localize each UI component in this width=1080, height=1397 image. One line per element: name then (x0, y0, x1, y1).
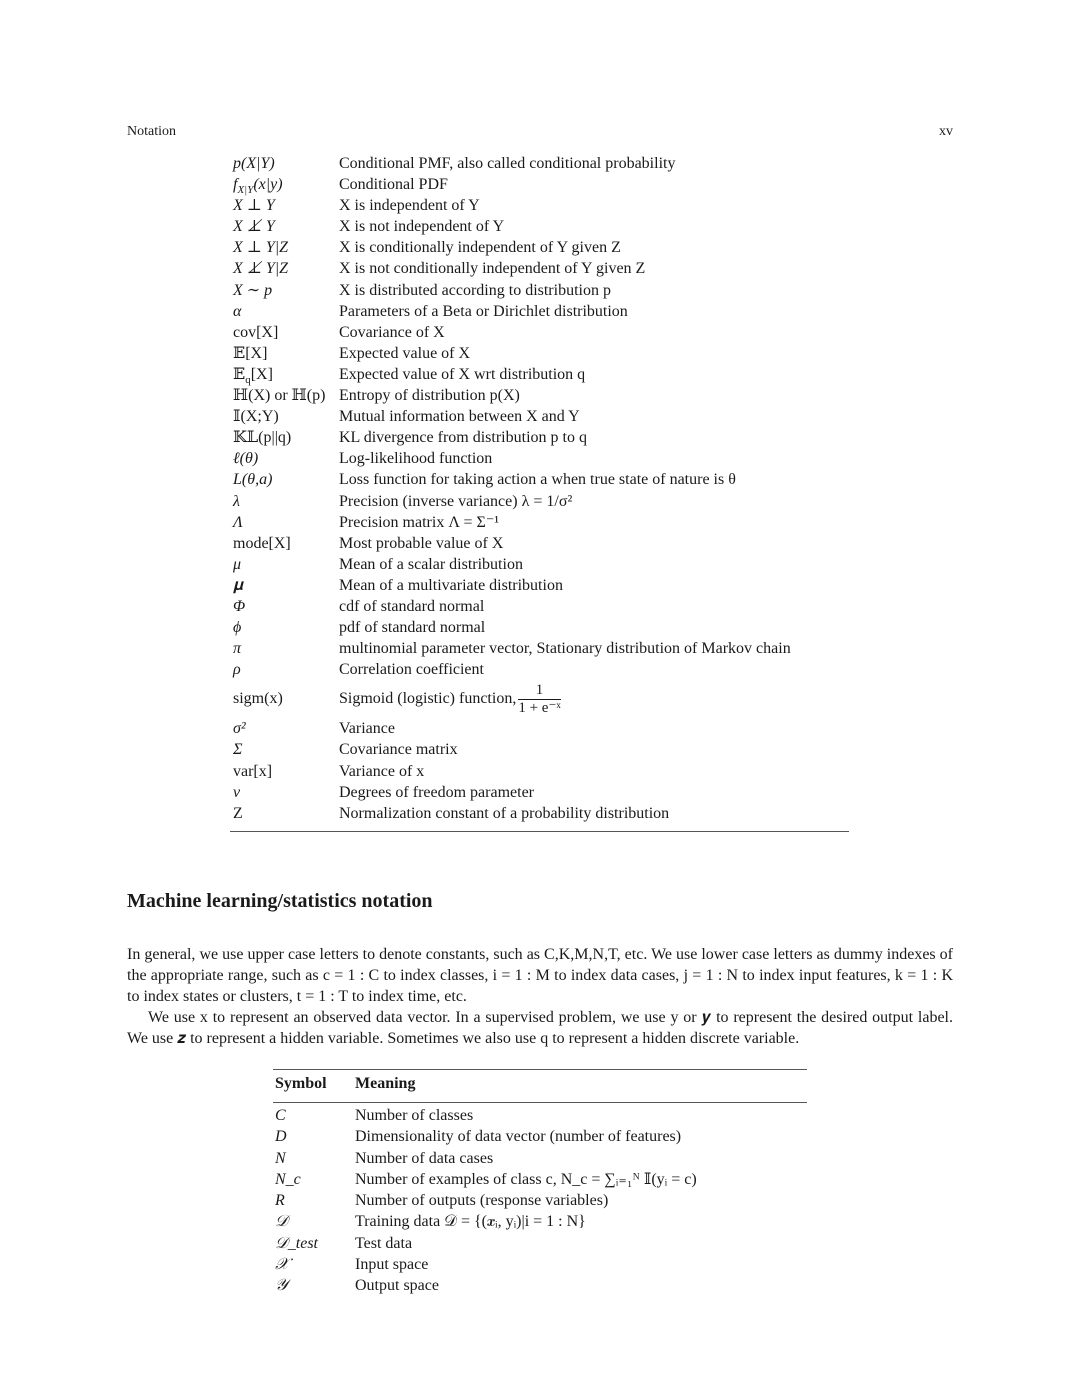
ml-symbol: 𝒴 (275, 1277, 288, 1295)
notation-row (233, 469, 849, 490)
notation-row (233, 427, 849, 448)
page-number: xv (939, 124, 953, 139)
notation-row (233, 491, 849, 512)
notation-meaning: X is not conditionally independent of Y given Z (339, 260, 646, 278)
ml-table-row (273, 1254, 807, 1275)
notation-row (233, 638, 849, 659)
notation-meaning: Covariance of X (339, 323, 445, 341)
notation-meaning: Expected value of X (339, 344, 471, 362)
notation-row (233, 258, 849, 279)
notation-row (233, 617, 849, 638)
notation-symbol: 𝕂𝕃(p||q) (233, 429, 292, 447)
ml-meaning: Output space (355, 1277, 439, 1295)
ml-table-row (273, 1105, 807, 1126)
ml-table-header-rule (273, 1102, 807, 1103)
notation-symbol: Σ (233, 741, 243, 759)
notation-symbol: λ (233, 492, 240, 510)
ml-table-top-rule (273, 1069, 807, 1070)
notation-row (233, 680, 849, 718)
notation-meaning: Sigmoid (logistic) function, $\frac{1}{\text{1 + e⁻ˣ}}$ (339, 682, 561, 717)
notation-meaning: X is not independent of Y (339, 218, 505, 236)
notation-symbol: L(θ,a) (233, 471, 273, 489)
notation-meaning: Variance (339, 720, 395, 738)
notation-meaning: X is independent of Y (339, 197, 480, 215)
notation-symbol: sigm(x) (233, 690, 283, 708)
ml-table-header (273, 1073, 807, 1094)
section-title: Machine learning/statistics notation (127, 890, 433, 912)
notation-row (233, 364, 849, 385)
notation-row (233, 216, 849, 237)
fraction-numerator: 1 (518, 682, 560, 700)
notation-row (233, 322, 849, 343)
notation-symbol: Λ (233, 513, 243, 531)
ml-meaning: Training data 𝒟 = {(𝒙ᵢ, yᵢ)|i = 1 : N} (355, 1213, 586, 1231)
notation-meaning: cdf of standard normal (339, 597, 485, 615)
notation-row (233, 343, 849, 364)
notation-symbol: mode[X] (233, 534, 291, 552)
notation-symbol: Z (233, 804, 243, 822)
notation-row (233, 554, 849, 575)
ml-table-row (273, 1275, 807, 1296)
notation-row (233, 301, 849, 322)
notation-symbol: X ∼ p (233, 281, 273, 299)
notation-meaning: Normalization constant of a probability distribution (339, 804, 670, 822)
header-symbol: Symbol (275, 1075, 327, 1092)
ml-table-row (273, 1169, 807, 1190)
header-meaning: Meaning (355, 1075, 416, 1092)
notation-symbol: σ² (233, 720, 246, 738)
running-head-left: Notation (127, 124, 176, 139)
notation-meaning: pdf of standard normal (339, 619, 486, 637)
notation-row (233, 195, 849, 216)
notation-meaning: multinomial parameter vector, Stationary distribution of Markov chain (339, 640, 791, 658)
notation-row (233, 575, 849, 596)
ml-table-row (273, 1126, 807, 1147)
ml-table-row (273, 1190, 807, 1211)
notation-symbol: 𝛍 (233, 576, 243, 594)
notation-row (233, 153, 849, 174)
table-bottom-rule (230, 831, 849, 832)
ml-meaning: Input space (355, 1256, 429, 1274)
notation-symbol: 𝔼[X] (233, 344, 268, 362)
paragraph-1: In general, we use upper case letters to denote constants, such as C,K,M,N,T, etc. We use lower case letters as dummy indexes of the appropriate range, such as c = 1 : C to index classes, i = 1 : M to index data cases, j = 1 : N to index input features, k = 1 : K to index states or clusters, t = 1 : T to index time, etc. (127, 946, 953, 1005)
notation-row (233, 174, 849, 195)
notation-meaning: Conditional PMF, also called conditional probability (339, 155, 676, 172)
ml-symbol: C (275, 1107, 286, 1124)
notation-symbol: X ⊥ Y (233, 197, 275, 215)
notation-row (233, 803, 849, 824)
ml-table-row (273, 1211, 807, 1232)
notation-symbol: ρ (233, 661, 241, 679)
ml-symbol: D (275, 1128, 287, 1146)
notation-meaning: Variance of x (339, 762, 425, 780)
notation-symbol: cov[X] (233, 323, 279, 341)
notation-row (233, 237, 849, 258)
symbol-subscript: X|Y (237, 184, 254, 197)
ml-table-row (273, 1148, 807, 1169)
notation-meaning: Loss function for taking action a when true state of nature is θ (339, 471, 736, 489)
notation-meaning: X is conditionally independent of Y given Z (339, 239, 621, 257)
notation-symbol: Φ (233, 597, 246, 615)
notation-symbol: 𝕀(X;Y) (233, 408, 279, 426)
ml-meaning: Test data (355, 1234, 413, 1252)
notation-symbol: $f_{X|Y}(x|y)$ (233, 176, 283, 197)
paragraph-2: We use x to represent an observed data vector. In a supervised problem, we use y or 𝒚 to represent the desired output label. We use 𝒛 to represent a hidden variable. Sometimes we also use q to represent a hidden discrete variable. (127, 1009, 953, 1047)
notation-meaning: Mean of a scalar distribution (339, 555, 523, 573)
notation-table (233, 153, 849, 824)
notation-symbol: var[x] (233, 762, 273, 780)
notation-meaning: Degrees of freedom parameter (339, 783, 534, 801)
ml-symbol: N (275, 1149, 286, 1167)
notation-symbol: ϕ (233, 619, 242, 637)
sigmoid-fraction (518, 682, 560, 717)
notation-symbol: ℍ(X) or ℍ(p) (233, 387, 326, 405)
notation-row (233, 512, 849, 533)
notation-meaning: X is distributed according to distribution p (339, 281, 611, 299)
ml-meaning: Number of data cases (355, 1149, 494, 1167)
notation-row (233, 406, 849, 427)
notation-symbol: X ⊥̸ Y|Z (233, 260, 289, 278)
notation-meaning: Conditional PDF (339, 176, 448, 194)
notation-row (233, 596, 849, 617)
notation-row (233, 739, 849, 760)
ml-symbol: N_c (275, 1170, 301, 1188)
notation-row (233, 385, 849, 406)
symbol-subscript: q (245, 374, 251, 387)
notation-symbol: α (233, 302, 242, 320)
notation-row (233, 280, 849, 301)
ml-symbol: R (275, 1192, 285, 1210)
ml-meaning: Number of examples of class c, N_c = ∑ᵢ₌₁ᴺ 𝕀(yᵢ = c) (355, 1170, 697, 1188)
notation-meaning: Covariance matrix (339, 741, 458, 759)
notation-meaning: Precision (inverse variance) λ = 1/σ² (339, 492, 573, 510)
notation-symbol: ν (233, 783, 241, 801)
notation-meaning: Parameters of a Beta or Dirichlet distribution (339, 302, 628, 320)
notation-meaning: Log-likelihood function (339, 450, 493, 468)
fraction-denominator: 1 + e⁻ˣ (518, 700, 561, 717)
ml-meaning: Number of outputs (response variables) (355, 1192, 609, 1210)
ml-table (273, 1105, 807, 1297)
notation-row (233, 782, 849, 803)
notation-row (233, 659, 849, 680)
notation-meaning: Precision matrix Λ = Σ⁻¹ (339, 513, 500, 531)
ml-symbol: 𝒟_test (275, 1234, 318, 1252)
notation-meaning: Mean of a multivariate distribution (339, 576, 563, 594)
ml-symbol: 𝒳 (275, 1256, 289, 1274)
notation-row (233, 533, 849, 554)
notation-meaning: Most probable value of X (339, 534, 504, 552)
notation-symbol: p(X|Y) (233, 155, 275, 172)
notation-meaning: Mutual information between X and Y (339, 408, 580, 426)
ml-symbol: 𝒟 (275, 1213, 288, 1231)
notation-symbol: π (233, 640, 242, 658)
notation-meaning: Entropy of distribution p(X) (339, 387, 520, 405)
notation-symbol: X ⊥̸ Y (233, 218, 275, 236)
notation-row (233, 448, 849, 469)
notation-meaning: Correlation coefficient (339, 661, 484, 679)
notation-symbol: X ⊥ Y|Z (233, 239, 289, 257)
notation-row (233, 718, 849, 739)
notation-symbol: μ (233, 555, 242, 573)
notation-symbol: ℓ(θ) (233, 450, 259, 468)
notation-symbol: 𝔼$_q$[X] (233, 365, 273, 387)
notation-meaning: Expected value of X wrt distribution q (339, 365, 586, 383)
ml-table-row (273, 1233, 807, 1254)
ml-meaning: Number of classes (355, 1107, 474, 1124)
notation-meaning: KL divergence from distribution p to q (339, 429, 587, 447)
ml-meaning: Dimensionality of data vector (number of features) (355, 1128, 682, 1146)
notation-row (233, 761, 849, 782)
